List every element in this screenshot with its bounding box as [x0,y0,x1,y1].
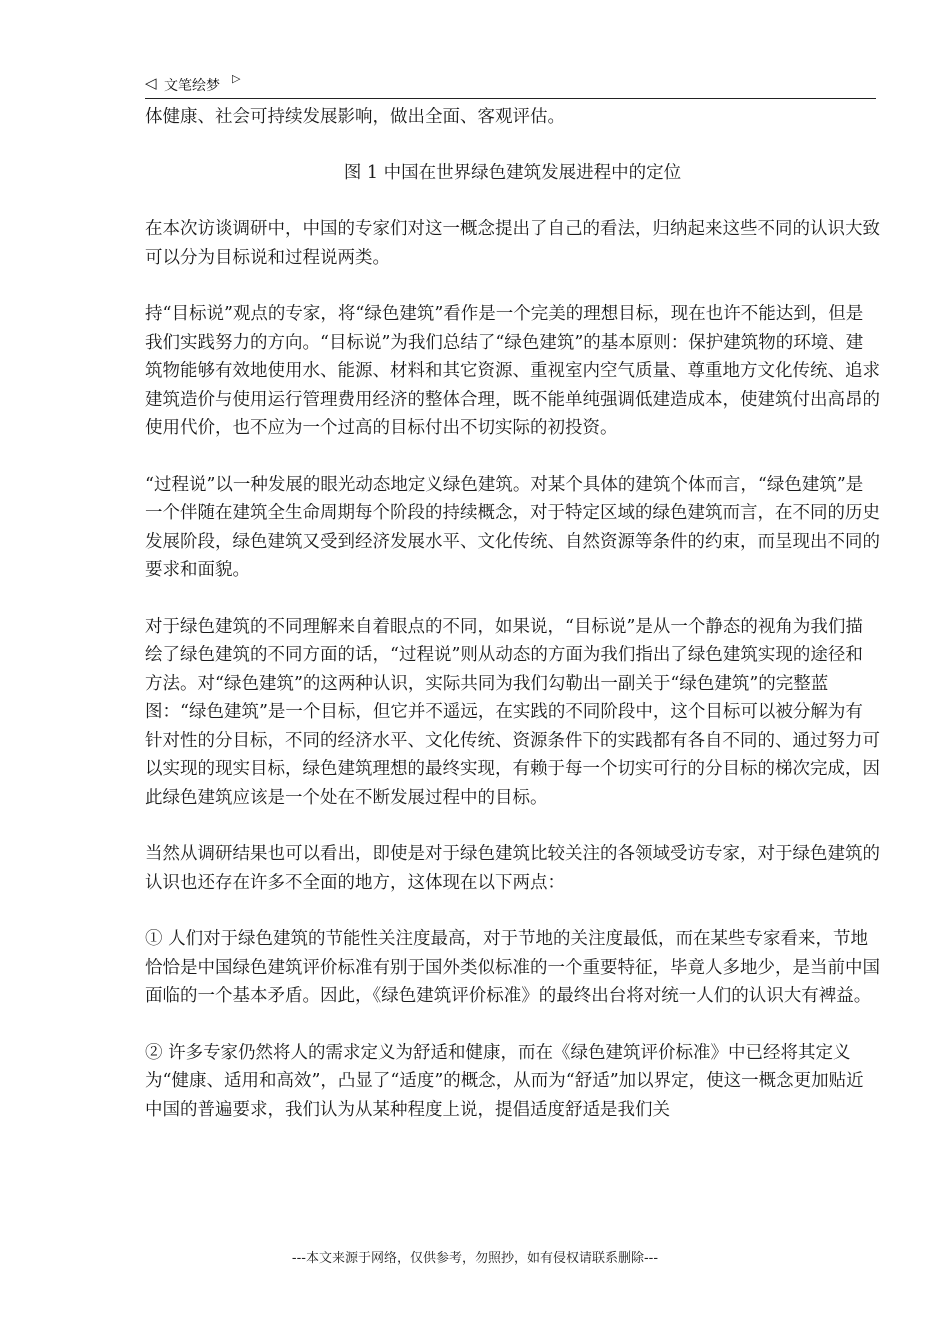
document-body [145,103,880,1152]
paragraph-1: 在本次访谈调研中，中国的专家们对这一概念提出了自己的看法，归纳起来这些不同的认识大致可以分为目标说和过程说两类。 [145,219,880,268]
header-brand: 文笔绘梦 [164,78,220,94]
paragraph-5: 当然从调研结果也可以看出，即使是对于绿色建筑比较关注的各领域受访专家，对于绿色建筑的认识也还存在许多不全面的地方，这体现在以下两点： [145,844,880,893]
page-footer-disclaimer: ---本文来源于网络，仅供参考，勿照抄，如有侵权请联系删除--- [291,1251,659,1266]
list-item-2: ② 许多专家仍然将人的需求定义为舒适和健康，而在《绿色建筑评价标准》中已经将其定义为“健康、适用和高效”，凸显了“适度”的概念，从而为“舒适”加以界定，使这一概念更加贴近中国的普遍要求，我们认为从某种程度上说，提倡适度舒适是我们关 [145,1042,864,1120]
paragraph-3: “过程说”以一种发展的眼光动态地定义绿色建筑。对某个具体的建筑个体而言，“绿色建筑”是一个伴随在建筑全生命周期每个阶段的持续概念，对于特定区域的绿色建筑而言，在不同的历史发展阶段，绿色建筑又受到经济发展水平、文化传统、自然资源等条件的约束，而呈现出不同的要求和面貌。 [145,474,880,580]
paragraph-tail-line: 体健康、社会可持续发展影响，做出全面、客观评估。 [145,107,565,127]
left-triangle-icon: ◁ [145,74,157,92]
page-header [145,72,876,99]
paragraph-2: 持“目标说”观点的专家，将“绿色建筑”看作是一个完美的理想目标，现在也许不能达到，但是我们实践努力的方向。“目标说”为我们总结了“绿色建筑”的基本原则：保护建筑物的环境、建筑物能够有效地使用水、能源、材料和其它资源、重视室内空气质量、尊重地方文化传统、追求建筑造价与使用运行管理费用经济的整体合理，既不能单纯强调低建造成本，使建筑付出高昂的使用代价，也不应为一个过高的目标付出不切实际的初投资。 [145,304,880,438]
paragraph-4: 对于绿色建筑的不同理解来自着眼点的不同，如果说，“目标说”是从一个静态的视角为我们描绘了绿色建筑的不同方面的话，“过程说”则从动态的方面为我们指出了绿色建筑实现的途径和方法。对“绿色建筑”的这两种认识，实际共同为我们勾勒出一副关于“绿色建筑”的完整蓝图：“绿色建筑”是一个目标，但它并不遥远，在实践的不同阶段中，这个目标可以被分解为有针对性的分目标，不同的经济水平、文化传统、资源条件下的实践都有各自不同的、通过努力可以实现的现实目标，绿色建筑理想的最终实现，有赖于每一个切实可行的分目标的梯次完成，因此绿色建筑应该是一个处在不断发展过程中的目标。 [145,616,880,808]
figure-caption: 图 1 中国在世界绿色建筑发展进程中的定位 [343,162,682,183]
list-item-1: ① 人们对于绿色建筑的节能性关注度最高，对于节地的关注度最低，而在某些专家看来，节地恰恰是中国绿色建筑评价标准有别于国外类似标准的一个重要特征，毕竟人多地少，是当前中国面临的一个基本矛盾。因此，《绿色建筑评价标准》的最终出台将对统一人们的认识大有裨益。 [145,929,880,1006]
right-triangle-icon: ▷ [232,72,241,85]
